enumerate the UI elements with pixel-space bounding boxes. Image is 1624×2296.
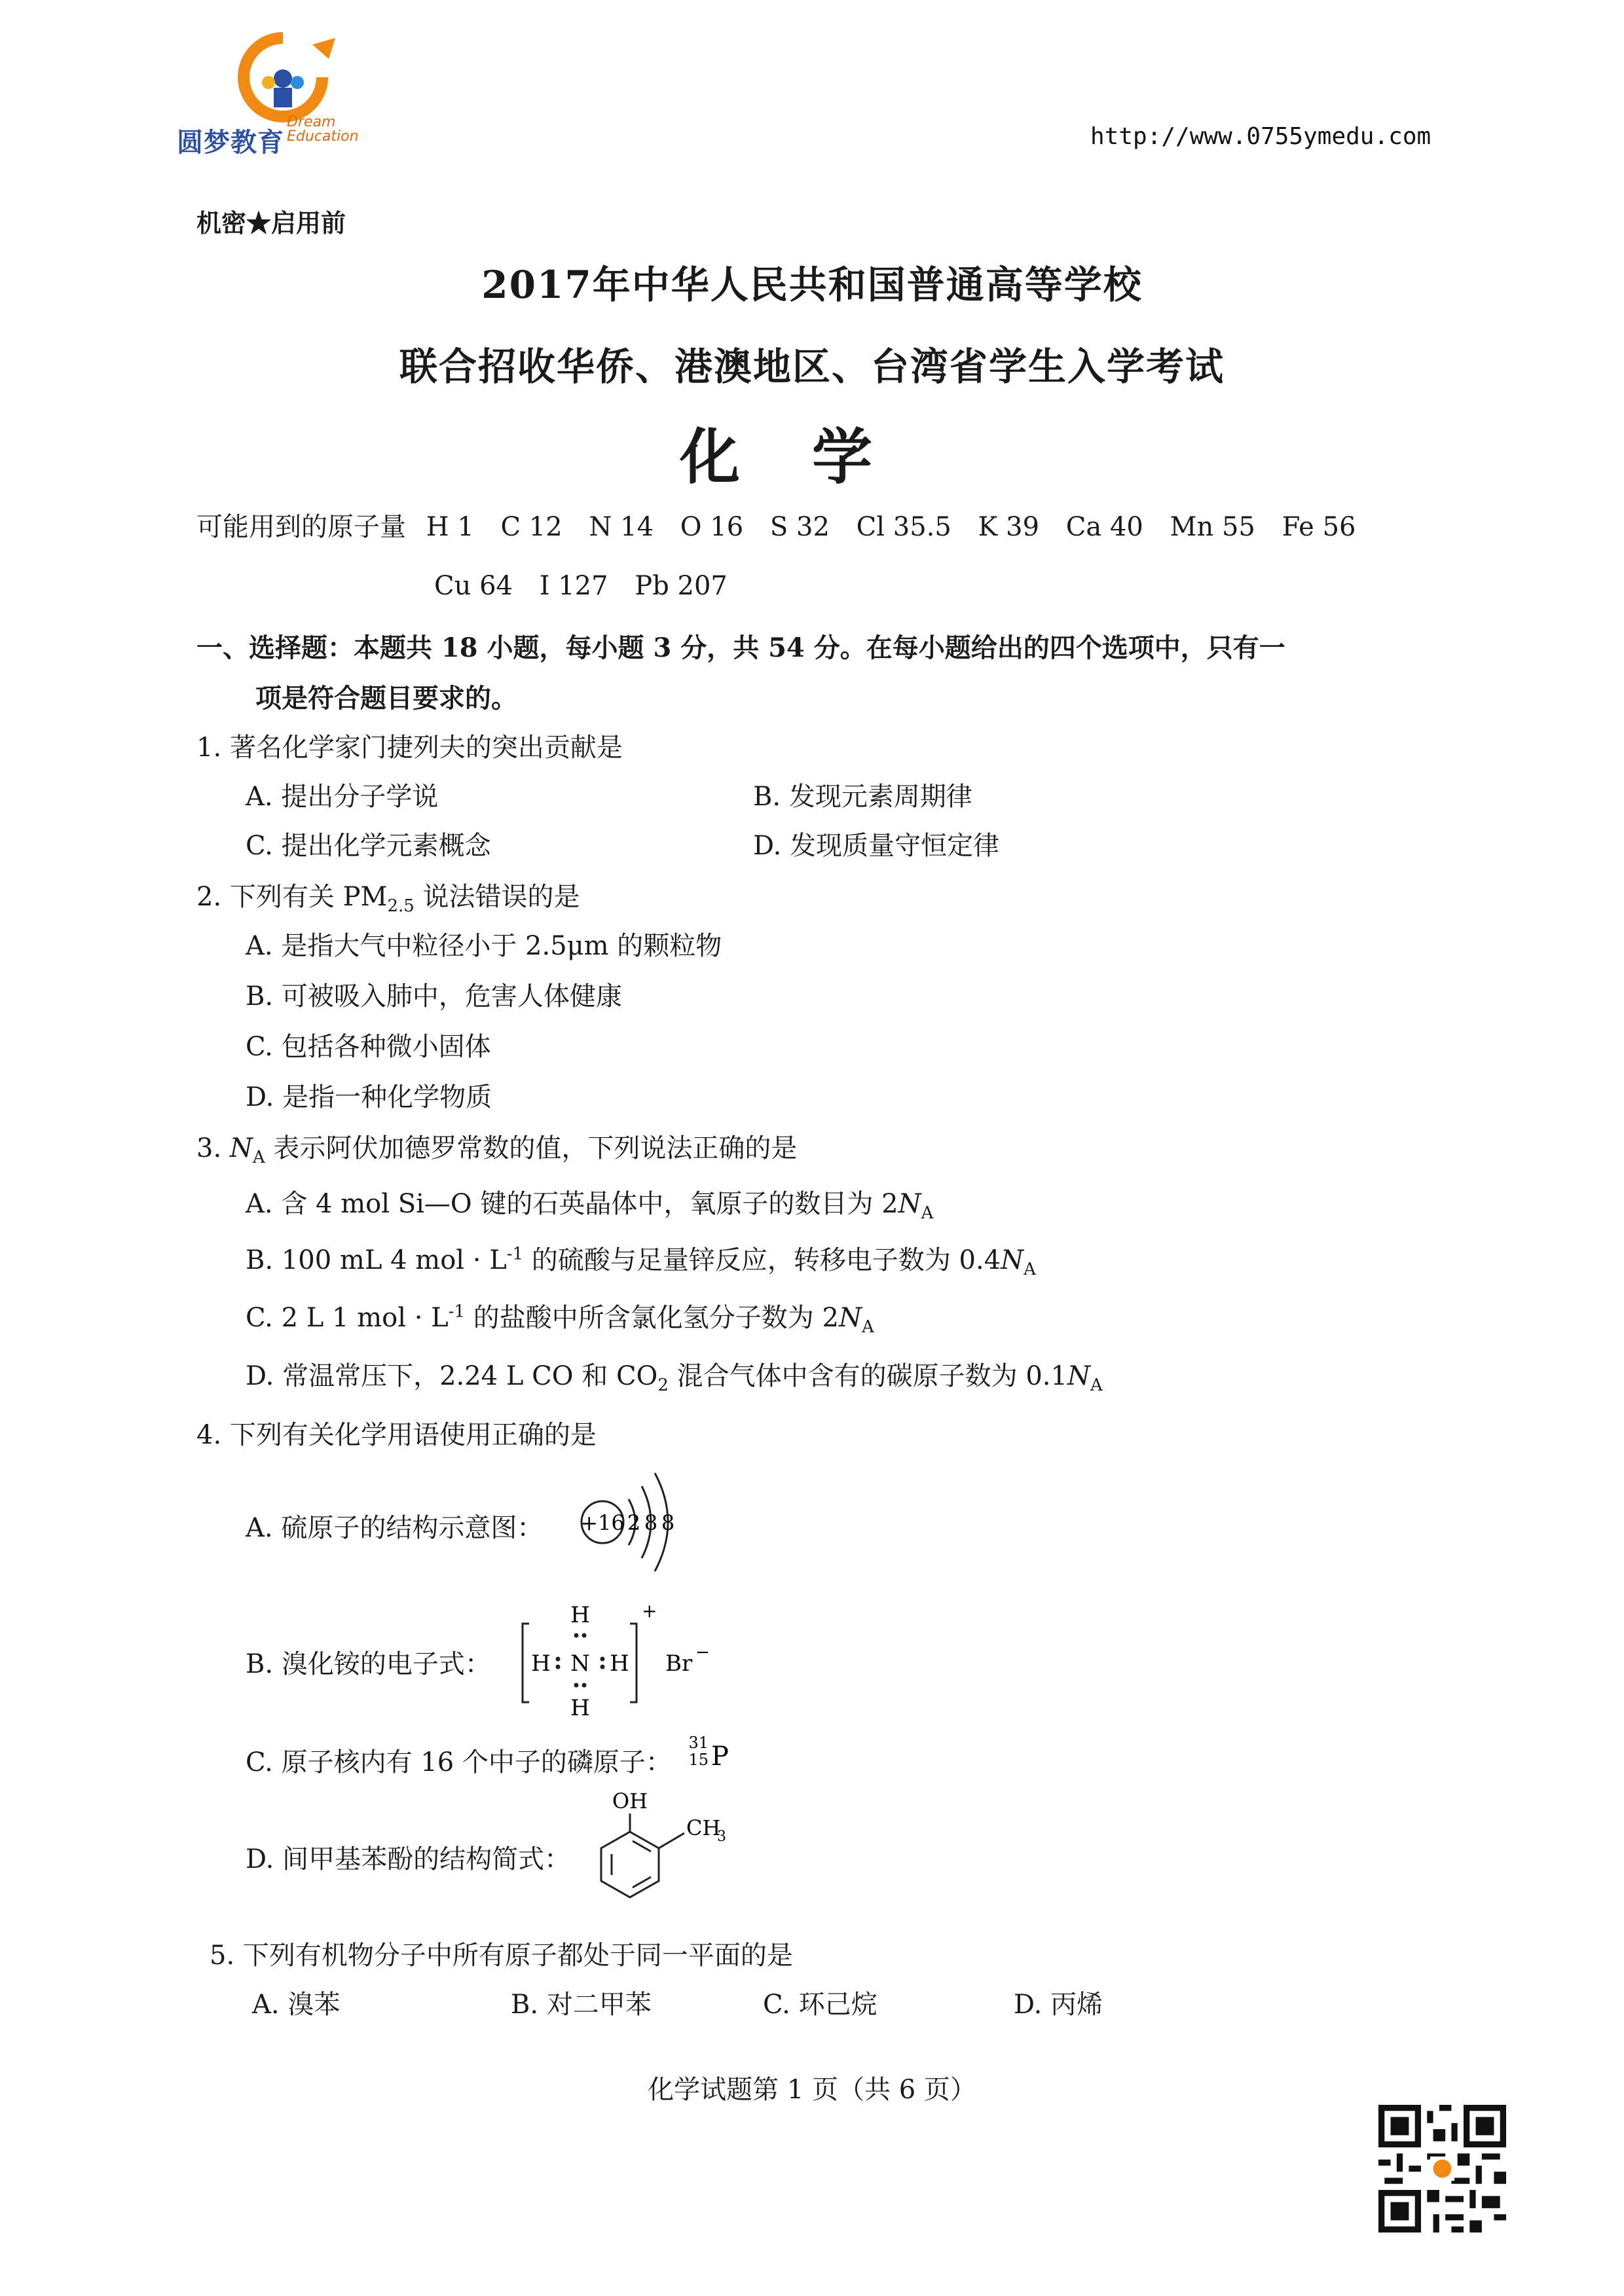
q1-stem: 1. 著名化学家门捷列夫的突出贡献是 — [196, 733, 623, 763]
methyl-subscript: 3 — [717, 1829, 726, 1845]
methyl-group: CH — [686, 1815, 721, 1840]
cation-charge: + — [642, 1600, 657, 1622]
q5-stem: 5. 下列有机物分子中所有原子都处于同一平面的是 — [210, 1941, 793, 1971]
shell-count-2: 8 — [644, 1510, 658, 1535]
header-url: http://www.0755ymedu.com — [1090, 123, 1431, 150]
exam-title-line-1: 2017年中华人民共和国普通高等学校 — [481, 263, 1143, 307]
phosphorus-nuclide-notation — [688, 1728, 753, 1781]
atomic-mass: Mn 55 — [1170, 512, 1255, 542]
atomic-masses-row-2 — [434, 571, 746, 601]
avogadro-symbol: N — [838, 1303, 862, 1333]
atomic-number: 15 — [688, 1751, 709, 1769]
n-center: N — [570, 1650, 590, 1677]
shell-count-1: 2 — [627, 1510, 641, 1535]
q1-option-b: B. 发现元素周期律 — [753, 782, 972, 812]
methyl-bond — [659, 1833, 684, 1848]
avogadro-sub: A — [861, 1317, 874, 1337]
h-top: H — [570, 1602, 590, 1628]
q2-option-c: C. 包括各种微小固体 — [246, 1032, 491, 1062]
q2-option-b: B. 可被吸入肺中，危害人体健康 — [246, 981, 622, 1011]
qr-code-icon — [1378, 2105, 1506, 2232]
q5-option-b: B. 对二甲苯 — [511, 1990, 652, 2020]
avogadro-sub: A — [1090, 1376, 1103, 1395]
atomic-mass: K 39 — [978, 512, 1040, 542]
q3-d-post: 混合气体中含有的碳原子数为 0.1 — [668, 1361, 1067, 1391]
m-cresol-structure — [576, 1786, 747, 1917]
q5-option-d: D. 丙烯 — [1014, 1990, 1103, 2020]
ammonium-bromide-lewis-structure — [517, 1597, 714, 1722]
atomic-mass: N 14 — [589, 512, 654, 542]
q2-option-d: D. 是指一种化学物质 — [246, 1082, 492, 1112]
atomic-mass: Ca 40 — [1065, 512, 1143, 542]
q3-b-pre: B. 100 mL 4 mol · L — [246, 1245, 507, 1275]
atomic-mass: C 12 — [500, 512, 563, 542]
atomic-mass: Cl 35.5 — [856, 512, 951, 542]
q3-option-c — [246, 1297, 874, 1337]
avogadro-symbol: N — [1001, 1245, 1024, 1275]
logo-sub-2: Education — [287, 128, 359, 145]
avogadro-sub: A — [252, 1148, 265, 1167]
avogadro-symbol: N — [229, 1133, 253, 1163]
q3-option-a — [246, 1183, 933, 1223]
q3-d-sub: 2 — [657, 1376, 669, 1395]
logo-mark-icon — [217, 31, 348, 123]
atomic-mass: Fe 56 — [1282, 512, 1356, 542]
bromide-symbol: Br — [665, 1650, 693, 1677]
h-left: H — [531, 1650, 551, 1677]
q4-option-c: C. 原子核内有 16 个中子的磷原子： — [246, 1747, 672, 1777]
h-right: H — [610, 1650, 629, 1677]
brand-logo — [172, 31, 381, 162]
q4-option-d: D. 间甲基苯酚的结构简式： — [246, 1844, 571, 1874]
avogadro-sub: A — [1024, 1260, 1036, 1279]
atomic-masses-row-1 — [196, 506, 1374, 543]
section-instructions-line-1: 一、选择题：本题共 18 小题，每小题 3 分，共 54 分。在每小题给出的四个选项中，只有一 — [196, 632, 1285, 663]
q5-option-c: C. 环己烷 — [763, 1990, 877, 2020]
q3-option-b — [246, 1239, 1036, 1279]
q3-c-sup: -1 — [448, 1302, 466, 1322]
logo-text: 圆梦教育 — [177, 128, 284, 158]
q1-option-a: A. 提出分子学说 — [246, 782, 439, 812]
h-bottom: H — [570, 1695, 590, 1721]
section-instructions-line-2: 项是符合题目要求的。 — [255, 683, 517, 714]
atomic-masses-label: 可能用到的原子量 — [196, 512, 406, 542]
nucleus-charge: +16 — [580, 1510, 625, 1535]
q3-b-post: 的硫酸与足量锌反应，转移电子数为 0.4 — [523, 1245, 1001, 1275]
q3-c-post: 的盐酸中所含氯化氢分子数为 2 — [465, 1303, 839, 1333]
subject-title: 化学 — [679, 422, 944, 492]
q2-stem-post: 说法错误的是 — [414, 882, 580, 912]
page-footer: 化学试题第 1 页（共 6 页） — [648, 2075, 976, 2105]
avogadro-symbol: N — [1067, 1361, 1090, 1391]
atomic-mass: I 127 — [539, 571, 608, 601]
q3-stem — [196, 1127, 797, 1167]
anion-charge: − — [695, 1643, 710, 1662]
q1-option-d: D. 发现质量守恒定律 — [753, 831, 1000, 861]
q2-stem — [196, 876, 580, 916]
right-bracket — [630, 1624, 637, 1702]
q4-stem: 4. 下列有关化学用语使用正确的是 — [196, 1420, 597, 1450]
q3-stem-text: 表示阿伏加德罗常数的值，下列说法正确的是 — [265, 1133, 798, 1163]
q3-d-pre: D. 常温常压下，2.24 L CO 和 CO — [246, 1361, 658, 1391]
q3-c-pre: C. 2 L 1 mol · L — [246, 1303, 449, 1333]
q3-b-sup: -1 — [506, 1244, 524, 1264]
shell-count-3: 8 — [661, 1510, 675, 1535]
q3-a-text: A. 含 4 mol Si—O 键的石英晶体中，氧原子的数目为 2 — [246, 1189, 898, 1219]
q2-stem-sub: 2.5 — [387, 896, 415, 916]
atomic-mass: O 16 — [680, 512, 744, 542]
avogadro-symbol: N — [898, 1189, 921, 1219]
hydroxyl-group: OH — [612, 1789, 648, 1813]
confidential-label: 机密★启用前 — [196, 208, 346, 238]
left-bracket — [523, 1624, 529, 1702]
atomic-mass: Pb 207 — [635, 571, 728, 601]
avogadro-sub: A — [921, 1203, 934, 1223]
q5-option-a: A. 溴苯 — [252, 1990, 341, 2020]
q3-option-d — [246, 1355, 1103, 1395]
q1-option-c: C. 提出化学元素概念 — [246, 831, 491, 861]
mass-number: 31 — [688, 1734, 709, 1752]
exam-title-line-2: 联合招收华侨、港澳地区、台湾省学生入学考试 — [399, 344, 1225, 389]
atomic-mass: Cu 64 — [434, 571, 513, 601]
q4-option-a: A. 硫原子的结构示意图： — [246, 1513, 544, 1543]
atomic-mass: H 1 — [426, 512, 474, 542]
atomic-mass: S 32 — [769, 512, 830, 542]
logo-subtitle — [287, 115, 359, 144]
q3-number: 3. — [196, 1133, 222, 1163]
sulfur-atom-diagram — [576, 1463, 707, 1594]
element-symbol: P — [711, 1741, 729, 1772]
benzene-ring — [601, 1832, 659, 1897]
q4-option-b: B. 溴化铵的电子式： — [246, 1649, 491, 1679]
q2-stem-pre: 2. 下列有关 PM — [196, 882, 388, 912]
q2-option-a: A. 是指大气中粒径小于 2.5μm 的颗粒物 — [246, 931, 722, 961]
logo-sub-1: Dream — [287, 114, 336, 130]
